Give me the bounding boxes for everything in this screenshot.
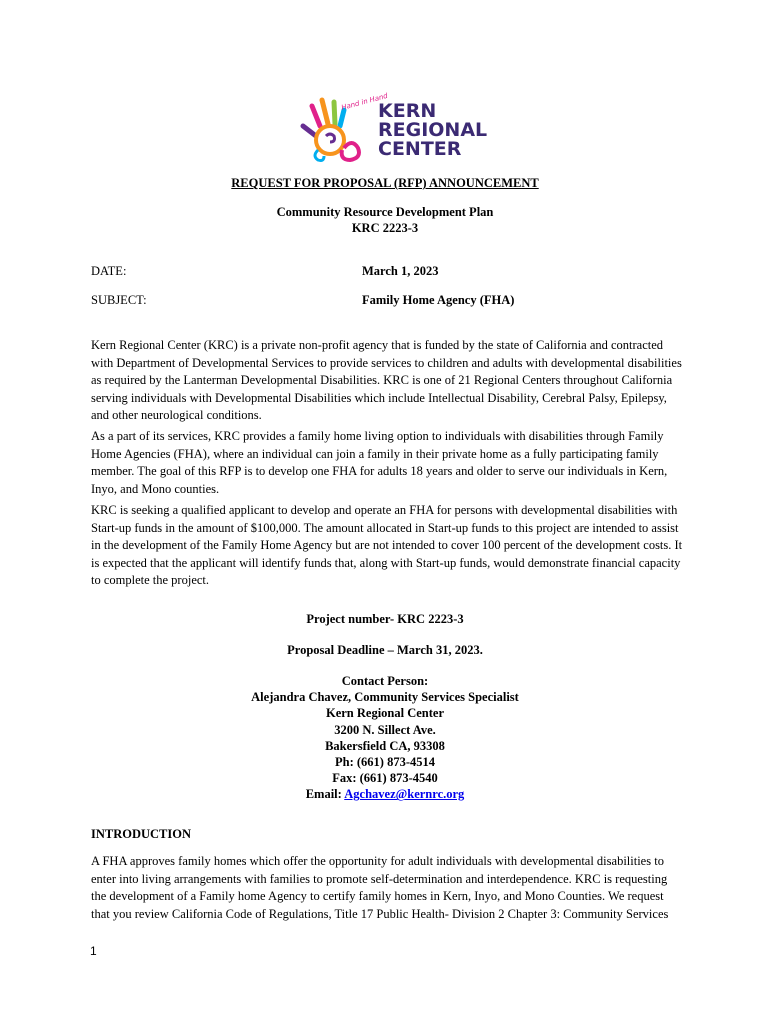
subtitle-plan: Community Resource Development Plan bbox=[276, 205, 494, 219]
contact-fax: Fax: (661) 873-4540 bbox=[332, 771, 438, 786]
document-title: REQUEST FOR PROPOSAL (RFP) ANNOUNCEMENT bbox=[231, 176, 539, 190]
logo-line-1: KERN bbox=[378, 100, 437, 122]
contact-street: 3200 N. Sillect Ave. bbox=[334, 722, 436, 737]
date-label: DATE: bbox=[91, 264, 127, 278]
paragraph-3: KRC is seeking a qualified applicant to develop and operate an FHA for persons with developmental disabilities with Start-up funds in the amount of $100,000. The amount allocated in Start-up funds to this project are intended to assist in the development of the Family Home Agency but are not intended to cover 100 percent of the development costs. It is expected that the applicant will identify funds that, along with Start-up funds, would demonstrate financial capacity to complete the project. bbox=[91, 503, 683, 588]
logo-wordmark bbox=[378, 102, 487, 159]
contact-city: Bakersfield CA, 93308 bbox=[325, 738, 445, 753]
introduction-heading: INTRODUCTION bbox=[91, 827, 192, 841]
logo-script-text: Hand in Hand bbox=[340, 91, 389, 112]
introduction-text: A FHA approves family homes which offer the opportunity for adult individuals with developmental disabilities to enter into living arrangements with families to promote self-determination and interdependence. KRC is requesting the development of a Family home Agency to certify family homes in Kern, Inyo, and Mono Counties. We request that you review California Code of Regulations, Title 17 Public Health- Division 2 Chapter 3: Community Services bbox=[91, 854, 669, 921]
page-number: 1 bbox=[90, 944, 97, 958]
subject-label: SUBJECT: bbox=[91, 293, 147, 307]
date-value: March 1, 2023 bbox=[362, 264, 439, 278]
contact-heading: Contact Person: bbox=[341, 674, 429, 688]
project-number: Project number- KRC 2223-3 bbox=[306, 612, 464, 626]
logo-line-3: CENTER bbox=[378, 138, 462, 160]
contact-name: Alejandra Chavez, Community Services Specialist bbox=[251, 690, 519, 705]
contact-block bbox=[0, 673, 770, 803]
contact-phone: Ph: (661) 873-4514 bbox=[335, 755, 435, 770]
subtitle-code: KRC 2223-3 bbox=[351, 221, 419, 235]
email-link[interactable]: Agchavez@kernrc.org bbox=[344, 787, 465, 802]
proposal-deadline: Proposal Deadline – March 31, 2023. bbox=[287, 643, 483, 657]
contact-org: Kern Regional Center bbox=[325, 706, 445, 721]
paragraph-1: Kern Regional Center (KRC) is a private non-profit agency that is funded by the state of California and contracted with Department of Developmental Services to provide services to children and adults with developmental disabilities as required by the Lanterman Developmental Disabilities. KRC is one of 21 Regional Centers throughout California serving individuals with Developmental Disabilities which include Intellectual Disability, Cerebral Palsy, Epilepsy, and other neurological conditions. bbox=[91, 338, 682, 423]
email-label: Email: bbox=[305, 787, 345, 802]
paragraph-2: As a part of its services, KRC provides a family home living option to individuals with disabilities through Family Home Agencies (FHA), where an individual can join a family in their private home as a fully participating family member. The goal of this RFP is to develop one FHA for adults 18 years and older to serve our individuals in Kern, Inyo, and Mono counties. bbox=[91, 429, 668, 496]
contact-email-row bbox=[0, 786, 770, 802]
hand-logo-icon bbox=[298, 91, 389, 166]
subject-value: Family Home Agency (FHA) bbox=[362, 293, 515, 307]
kern-regional-center-logo bbox=[298, 91, 488, 166]
logo-line-2: REGIONAL bbox=[378, 119, 488, 141]
